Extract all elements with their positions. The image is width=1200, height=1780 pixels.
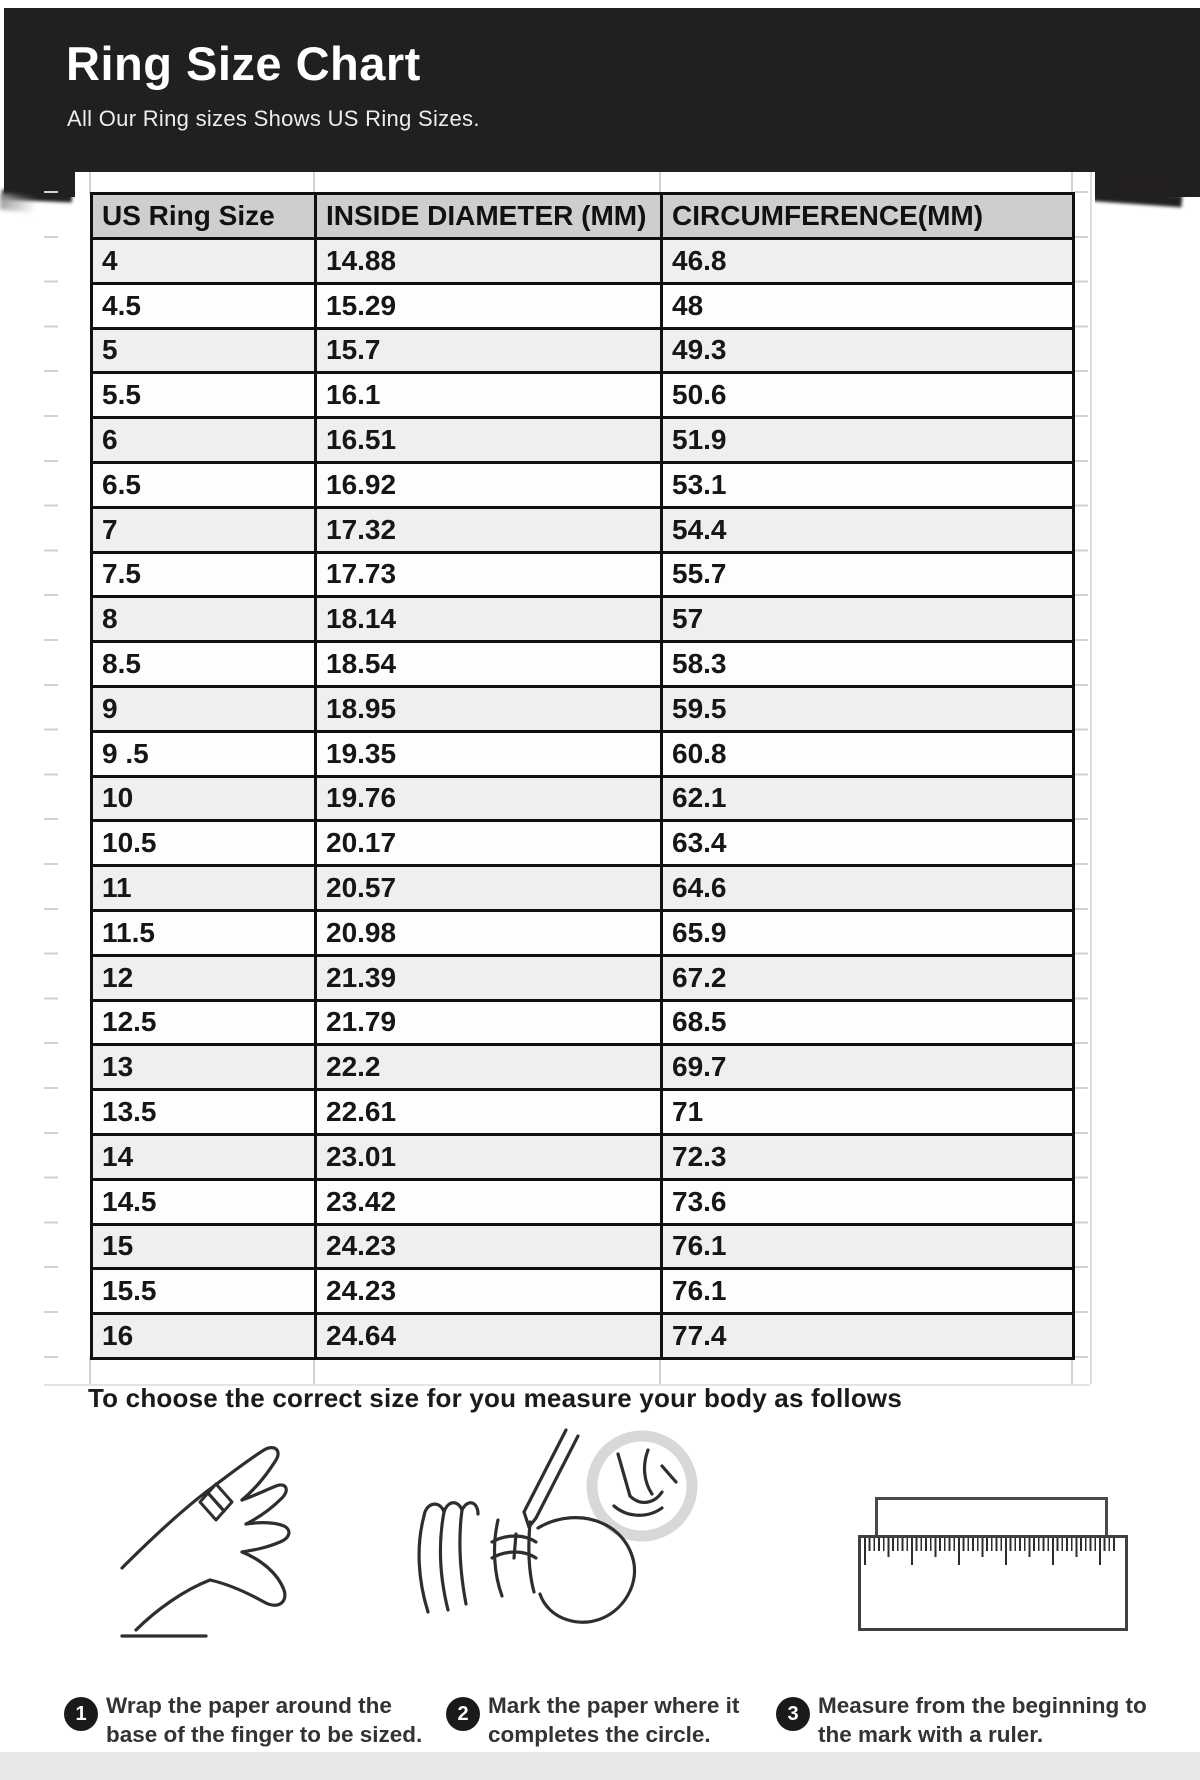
table-cell: 21.39 (316, 955, 662, 1000)
table-cell: 13 (92, 1045, 316, 1090)
column-header-inside-diameter: INSIDE DIAMETER (MM) (316, 194, 662, 239)
table-cell: 67.2 (662, 955, 1074, 1000)
table-cell: 18.54 (316, 642, 662, 687)
table-cell: 46.8 (662, 239, 1074, 284)
table-row (92, 1000, 1074, 1045)
table-cell: 71 (662, 1090, 1074, 1135)
table-cell: 18.95 (316, 686, 662, 731)
gridline (89, 172, 91, 194)
table-cell: 7 (92, 507, 316, 552)
finger-lines (419, 1510, 466, 1612)
table-cell: 15.29 (316, 283, 662, 328)
table-cell: 17.32 (316, 507, 662, 552)
step-3-line1: Measure from the beginning to (818, 1693, 1147, 1718)
knuckle-lines (424, 1503, 478, 1516)
ruler-illustration (858, 1535, 1128, 1631)
table-cell: 23.42 (316, 1179, 662, 1224)
pencil-icon (524, 1430, 578, 1527)
table-cell: 14.88 (316, 239, 662, 284)
step-1-badge (64, 1697, 98, 1731)
table-cell: 19.35 (316, 731, 662, 776)
table-cell: 50.6 (662, 373, 1074, 418)
ruler-tick-marks (864, 1538, 1116, 1565)
table-row (92, 418, 1074, 463)
table-row (92, 1045, 1074, 1090)
gridline (659, 1357, 661, 1385)
table-row (92, 462, 1074, 507)
table-cell: 11.5 (92, 910, 316, 955)
table-cell: 19.76 (316, 776, 662, 821)
step-2-number: 2 (457, 1702, 469, 1725)
step-2-line1: Mark the paper where it (488, 1693, 740, 1718)
finger-line (242, 1485, 286, 1524)
table-cell: 77.4 (662, 1314, 1074, 1359)
table-cell: 20.98 (316, 910, 662, 955)
page-title: Ring Size Chart (66, 37, 421, 90)
table-cell: 4 (92, 239, 316, 284)
table-row (92, 283, 1074, 328)
table-row (92, 1134, 1074, 1179)
table-cell: 65.9 (662, 910, 1074, 955)
table-cell: 5 (92, 328, 316, 373)
wrist-line (122, 1580, 210, 1636)
table-cell: 20.17 (316, 821, 662, 866)
table-cell: 4.5 (92, 283, 316, 328)
table-cell: 69.7 (662, 1045, 1074, 1090)
table-row (92, 328, 1074, 373)
table-row (92, 642, 1074, 687)
table-cell: 59.5 (662, 686, 1074, 731)
table-cell: 58.3 (662, 642, 1074, 687)
instructions-heading: To choose the correct size for you measure your body as follows (88, 1383, 902, 1413)
table-cell: 73.6 (662, 1179, 1074, 1224)
table-row (92, 731, 1074, 776)
table-cell: 76.1 (662, 1269, 1074, 1314)
table-cell: 9 .5 (92, 731, 316, 776)
table-cell: 13.5 (92, 1090, 316, 1135)
gridline (313, 1357, 315, 1385)
table-row (92, 597, 1074, 642)
table-cell: 76.1 (662, 1224, 1074, 1269)
table-cell: 15.7 (316, 328, 662, 373)
table-row (92, 1269, 1074, 1314)
table-cell: 7.5 (92, 552, 316, 597)
table-cell: 48 (662, 283, 1074, 328)
table-cell: 16 (92, 1314, 316, 1359)
table-cell: 24.64 (316, 1314, 662, 1359)
gridline-stubs-left (44, 191, 58, 1363)
table-cell: 10.5 (92, 821, 316, 866)
gridline (1090, 172, 1092, 1384)
page-subtitle: All Our Ring sizes Shows US Ring Sizes. (67, 106, 480, 131)
table-cell: 11 (92, 866, 316, 911)
table-cell: 24.23 (316, 1224, 662, 1269)
table-cell: 72.3 (662, 1134, 1074, 1179)
table-cell: 60.8 (662, 731, 1074, 776)
step-3-line2: the mark with a ruler. (818, 1721, 1044, 1747)
table-row (92, 239, 1074, 284)
table-cell: 24.23 (316, 1269, 662, 1314)
magnifier-circle-icon (592, 1436, 692, 1536)
table-cell: 12.5 (92, 1000, 316, 1045)
table-cell: 14 (92, 1134, 316, 1179)
table-row (92, 866, 1074, 911)
table-row (92, 552, 1074, 597)
table-cell: 10 (92, 776, 316, 821)
table-cell: 53.1 (662, 462, 1074, 507)
table-cell: 62.1 (662, 776, 1074, 821)
table-cell: 63.4 (662, 821, 1074, 866)
table-cell: 49.3 (662, 328, 1074, 373)
banner (4, 8, 1200, 197)
table-row (92, 776, 1074, 821)
table-cell: 64.6 (662, 866, 1074, 911)
table-cell: 18.14 (316, 597, 662, 642)
table-cell: 55.7 (662, 552, 1074, 597)
table-body (92, 239, 1074, 1359)
gridline (313, 172, 315, 194)
table-cell: 12 (92, 955, 316, 1000)
gridline-stubs-right (1074, 191, 1088, 1363)
table-header (92, 194, 1074, 239)
table-cell: 22.2 (316, 1045, 662, 1090)
table-cell: 51.9 (662, 418, 1074, 463)
table-cell: 6.5 (92, 462, 316, 507)
gridline (659, 172, 661, 194)
gridline (1071, 172, 1073, 194)
table-row (92, 821, 1074, 866)
ring-size-table (90, 192, 1075, 1360)
hand-with-paper-wrap-illustration (108, 1438, 336, 1656)
gridline (1071, 1357, 1073, 1385)
table-row (92, 1179, 1074, 1224)
table-cell: 16.1 (316, 373, 662, 418)
finger-line (242, 1523, 289, 1552)
table-row (92, 686, 1074, 731)
table-cell: 6 (92, 418, 316, 463)
step-2-text (488, 1692, 739, 1750)
table-row (92, 910, 1074, 955)
table-cell: 8.5 (92, 642, 316, 687)
table-row (92, 1224, 1074, 1269)
table-cell: 17.73 (316, 552, 662, 597)
step-2-line2: completes the circle. (488, 1721, 711, 1747)
gridline (89, 1357, 91, 1385)
table-cell: 14.5 (92, 1179, 316, 1224)
table-cell: 21.79 (316, 1000, 662, 1045)
header-row (92, 194, 1074, 239)
step-3-badge (776, 1697, 810, 1731)
thumb-line (210, 1552, 285, 1605)
table-cell: 5.5 (92, 373, 316, 418)
table-cell: 16.92 (316, 462, 662, 507)
table-cell: 16.51 (316, 418, 662, 463)
table-row (92, 1090, 1074, 1135)
footer-band (0, 1752, 1200, 1780)
step-1-number: 1 (75, 1702, 87, 1725)
step-2-badge (446, 1697, 480, 1731)
step-1-text (106, 1692, 422, 1750)
step-1-line2: base of the finger to be sized. (106, 1721, 423, 1747)
column-header-us-ring-size: US Ring Size (92, 194, 316, 239)
table-cell: 20.57 (316, 866, 662, 911)
table-cell: 8 (92, 597, 316, 642)
column-header-circumference: CIRCUMFERENCE(MM) (662, 194, 1074, 239)
table-cell: 68.5 (662, 1000, 1074, 1045)
table-cell: 15 (92, 1224, 316, 1269)
table-row (92, 955, 1074, 1000)
step-3-text (818, 1692, 1147, 1750)
step-1-line1: Wrap the paper around the (106, 1693, 392, 1718)
table-row (92, 507, 1074, 552)
table-cell: 9 (92, 686, 316, 731)
table-cell: 23.01 (316, 1134, 662, 1179)
hand-marking-paper-illustration (398, 1424, 700, 1662)
table-row (92, 373, 1074, 418)
table-cell: 57 (662, 597, 1074, 642)
table-row (92, 1314, 1074, 1359)
table-cell: 22.61 (316, 1090, 662, 1135)
table-cell: 54.4 (662, 507, 1074, 552)
step-3-number: 3 (787, 1702, 799, 1725)
table-cell: 15.5 (92, 1269, 316, 1314)
